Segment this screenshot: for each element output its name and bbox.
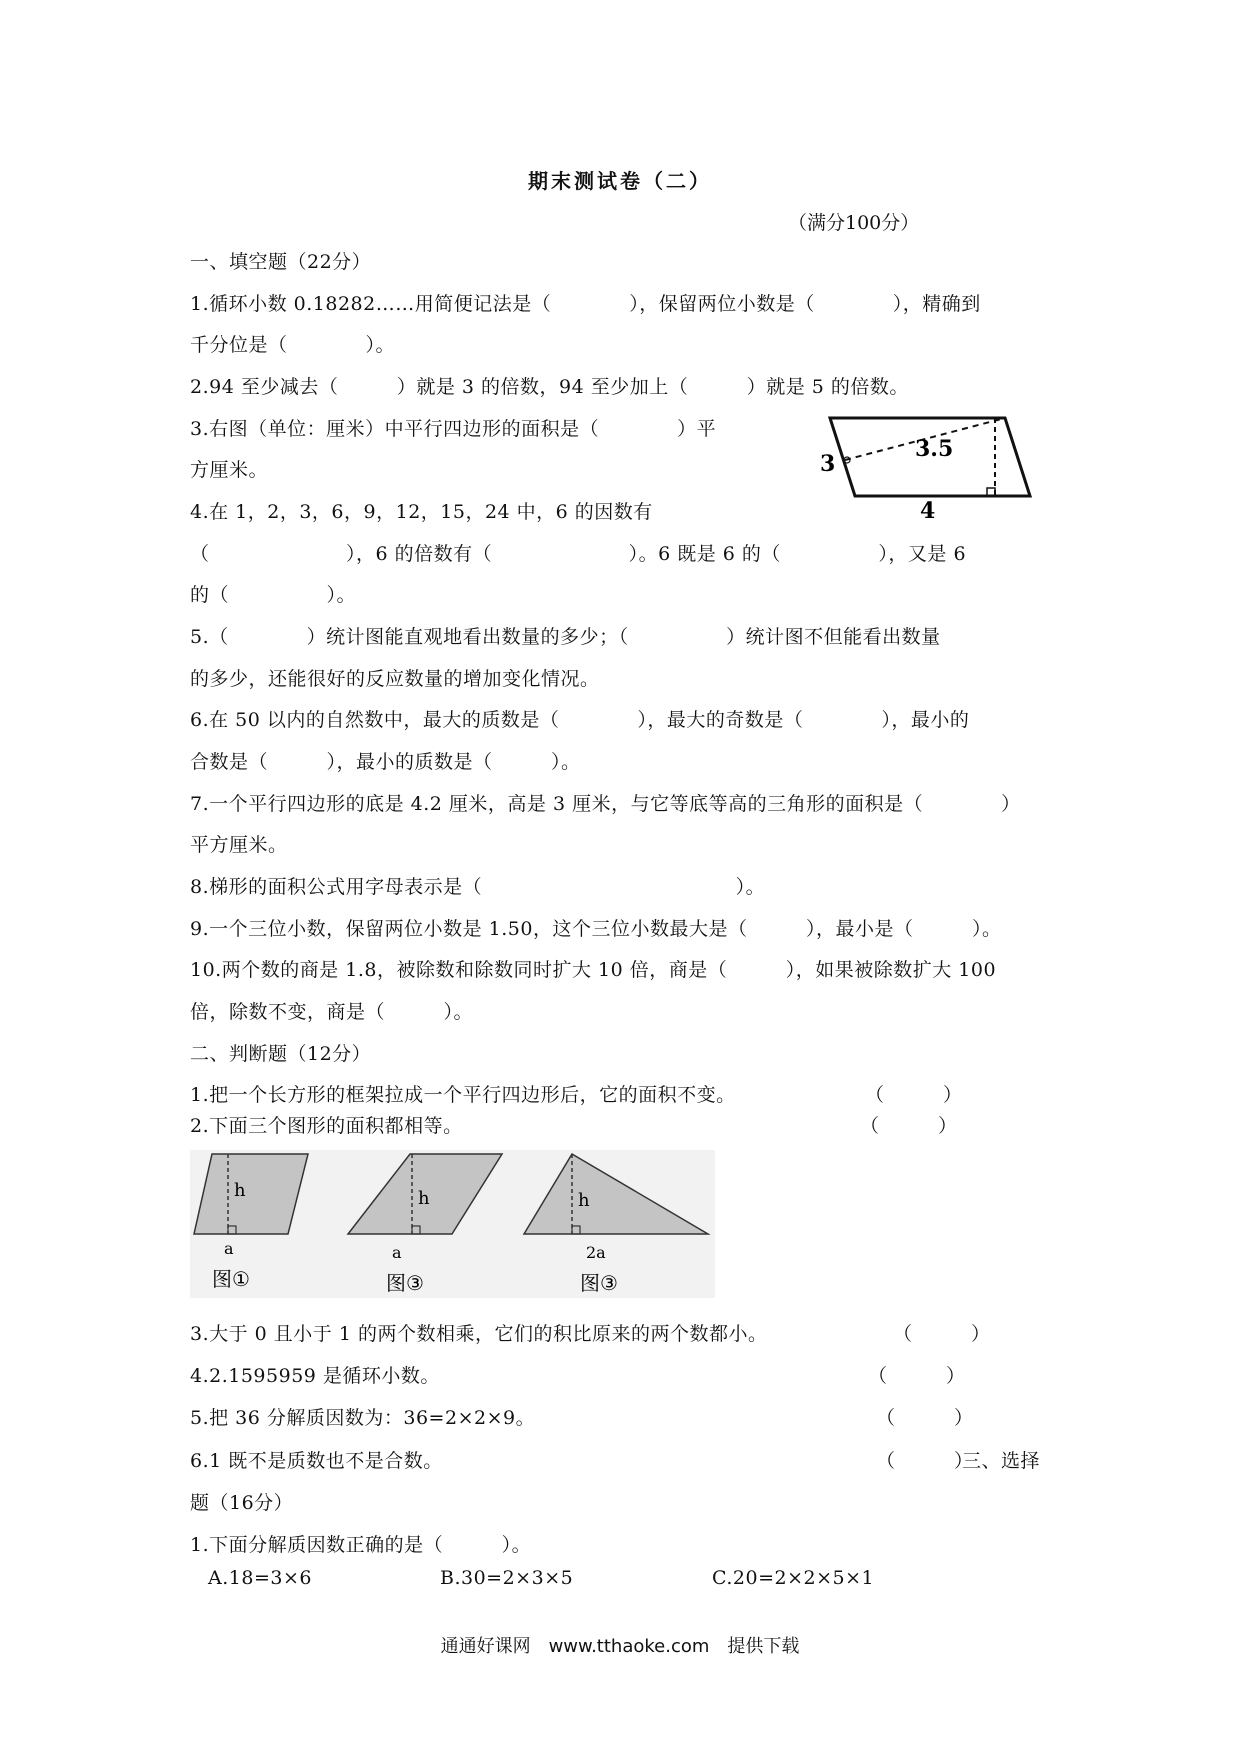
s1-q10-line1: 10.两个数的商是 1.8，被除数和除数同时扩大 10 倍，商是（ ），如果被除数扩大 100	[190, 959, 997, 981]
s3-q1-option-a: A.18=3×6	[208, 1567, 312, 1589]
s1-q4-line2: （ ），6 的倍数有（ ）。6 既是 6 的（ ），又是 6	[190, 543, 967, 565]
s3-q1-option-c: C.20=2×2×5×1	[712, 1567, 875, 1589]
shape3-height-label: h	[578, 1190, 590, 1211]
s2-q3-answer: （ ）	[893, 1323, 991, 1345]
s1-q9: 9.一个三位小数，保留两位小数是 1.50，这个三位小数最大是（ ），最小是（ ）。	[190, 918, 1002, 940]
s1-q10-line2: 倍，除数不变，商是（ ）。	[190, 1001, 474, 1023]
shape1-base-label: a	[224, 1239, 234, 1258]
s1-q7-line1: 7.一个平行四边形的底是 4.2 厘米，高是 3 厘米，与它等底等高的三角形的面积是（ ）	[190, 793, 1021, 815]
shape3-base-label: 2a	[586, 1243, 606, 1262]
s2-q6-answer: （ ）	[876, 1450, 974, 1472]
figure-height-label: 3.5	[915, 436, 954, 462]
s2-q2-answer: （ ）	[860, 1115, 958, 1137]
s1-q4-line3: 的（ ）。	[190, 584, 357, 606]
s1-q3-line1: 3.右图（单位：厘米）中平行四边形的面积是（ ）平	[190, 418, 717, 440]
s2-q5-answer: （ ）	[876, 1407, 974, 1429]
section3-heading-line2: 题（16分）	[190, 1492, 294, 1514]
three-shapes-figure	[190, 1150, 715, 1298]
shape1-caption: 图①	[212, 1267, 250, 1291]
s3-q1-option-b: B.30=2×3×5	[440, 1567, 574, 1589]
full-score: （满分100分）	[788, 212, 920, 234]
parallelogram-figure	[815, 408, 1045, 523]
figure-base-label: 4	[920, 498, 936, 523]
shape2-height-label: h	[418, 1188, 430, 1209]
s1-q5-line2: 的多少，还能很好的反应数量的增加变化情况。	[190, 668, 600, 690]
section3-heading-inline: 三、选择	[962, 1450, 1041, 1472]
s2-q5: 5.把 36 分解质因数为：36=2×2×9。	[190, 1407, 536, 1429]
page-title: 期末测试卷（二）	[528, 169, 712, 193]
s1-q1-line2: 千分位是（ ）。	[190, 334, 396, 356]
s2-q4: 4.2.1595959 是循环小数。	[190, 1365, 440, 1387]
s1-q6-line2: 合数是（ ），最小的质数是（ ）。	[190, 751, 581, 773]
s2-q1: 1.把一个长方形的框架拉成一个平行四边形后，它的面积不变。	[190, 1084, 736, 1106]
s1-q4-line1: 4.在 1，2，3，6，9，12，15，24 中，6 的因数有	[190, 501, 653, 523]
footer-source: 通通好课网 www.tthaoke.com 提供下载	[440, 1636, 800, 1657]
s2-q6: 6.1 既不是质数也不是合数。	[190, 1450, 443, 1472]
s3-q1: 1.下面分解质因数正确的是（ ）。	[190, 1534, 532, 1556]
figure-side-label: 3	[820, 451, 836, 477]
s1-q6-line1: 6.在 50 以内的自然数中，最大的质数是（ ），最大的奇数是（ ），最小的	[190, 709, 970, 731]
s2-q1-answer: （ ）	[865, 1084, 963, 1106]
s1-q7-line2: 平方厘米。	[190, 834, 288, 856]
s1-q1-line1: 1.循环小数 0.18282……用简便记法是（ ），保留两位小数是（ ），精确到	[190, 293, 981, 315]
shape2-base-label: a	[392, 1243, 402, 1262]
s1-q3-line2: 方厘米。	[190, 459, 269, 481]
s1-q8: 8.梯形的面积公式用字母表示是（ ）。	[190, 876, 766, 898]
s1-q2: 2.94 至少减去（ ）就是 3 的倍数，94 至少加上（ ）就是 5 的倍数。	[190, 376, 909, 398]
section1-heading: 一、填空题（22分）	[190, 251, 372, 273]
section2-heading: 二、判断题（12分）	[190, 1043, 372, 1065]
shape3-caption: 图③	[580, 1271, 618, 1295]
shape2-caption: 图③	[386, 1271, 424, 1295]
shape1-height-label: h	[234, 1180, 246, 1201]
s1-q5-line1: 5.（ ）统计图能直观地看出数量的多少；（ ）统计图不但能看出数量	[190, 626, 941, 648]
s2-q4-answer: （ ）	[868, 1365, 966, 1387]
s2-q3: 3.大于 0 且小于 1 的两个数相乘，它们的积比原来的两个数都小。	[190, 1323, 768, 1345]
s2-q2: 2.下面三个图形的面积都相等。	[190, 1115, 463, 1137]
